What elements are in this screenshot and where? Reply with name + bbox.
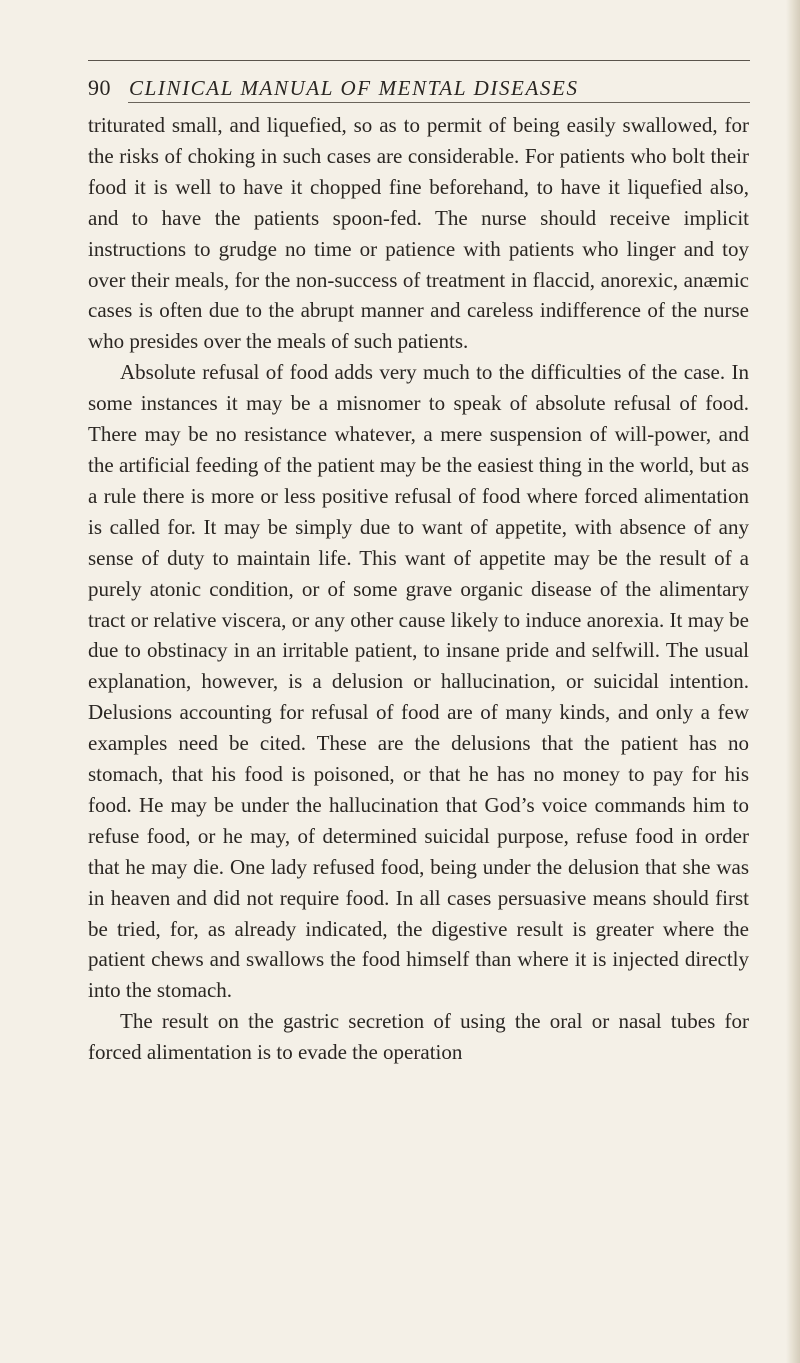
header-bottom-rule <box>128 102 750 103</box>
running-title: CLINICAL MANUAL OF MENTAL DISEASES <box>129 76 579 100</box>
page-edge-shadow <box>786 0 800 1363</box>
paragraph-gastric-secretion: The result on the gastric secretion of using the oral or nasal tubes for forced alimentation is to evade the operation <box>88 1009 749 1065</box>
paragraph-continued: triturated small, and liquefied, so as to permit of being easily swallowed, for the risks of choking in such cases are considerable. For patients who bolt their food it is well to have it chopped fine beforehand, to have it liquefied also, and to have the patients spoon-fed. The nurse should receive implicit instructions to grudge no time or patience with patients who linger and toy over their meals, for the non-success of treatment in flaccid, anorexic, anæmic cases is often due to the abrupt manner and careless indifference of the nurse who presides over the meals of such patients. <box>88 113 749 354</box>
header-top-rule <box>88 60 750 61</box>
body-text <box>88 110 749 1068</box>
paragraph-absolute-refusal: Absolute refusal of food adds very much to the difficulties of the case. In some instances it may be a misnomer to speak of absolute refusal of food. There may be no resistance whatever, a mere suspension of will-power, and the artificial feeding of the patient may be the easiest thing in the world, but as a rule there is more or less positive refusal of food where forced alimentation is called for. It may be simply due to want of appetite, with absence of any sense of duty to maintain life. This want of appetite may be the result of a purely atonic condition, or of some grave organic disease of the alimentary tract or relative viscera, or any other cause likely to induce anorexia. It may be due to obstinacy in an irritable patient, to insane pride and selfwill. The usual explanation, however, is a delusion or hallucination, or suicidal intention. Delusions accounting for refusal of food are of many kinds, and only a few examples need be cited. These are the delusions that the patient has no stomach, that his food is poisoned, or that he has no money to pay for his food. He may be under the hallucination that God’s voice commands him to refuse food, or he may, of determined suicidal purpose, refuse food in order that he may die. One lady refused food, being under the delusion that she was in heaven and did not require food. In all cases persuasive means should first be tried, for, as already indicated, the digestive result is greater where the patient chews and swallows the food himself than where it is injected directly into the stomach. <box>88 360 749 1003</box>
page-number: 90 <box>88 75 111 100</box>
running-header <box>88 73 748 103</box>
